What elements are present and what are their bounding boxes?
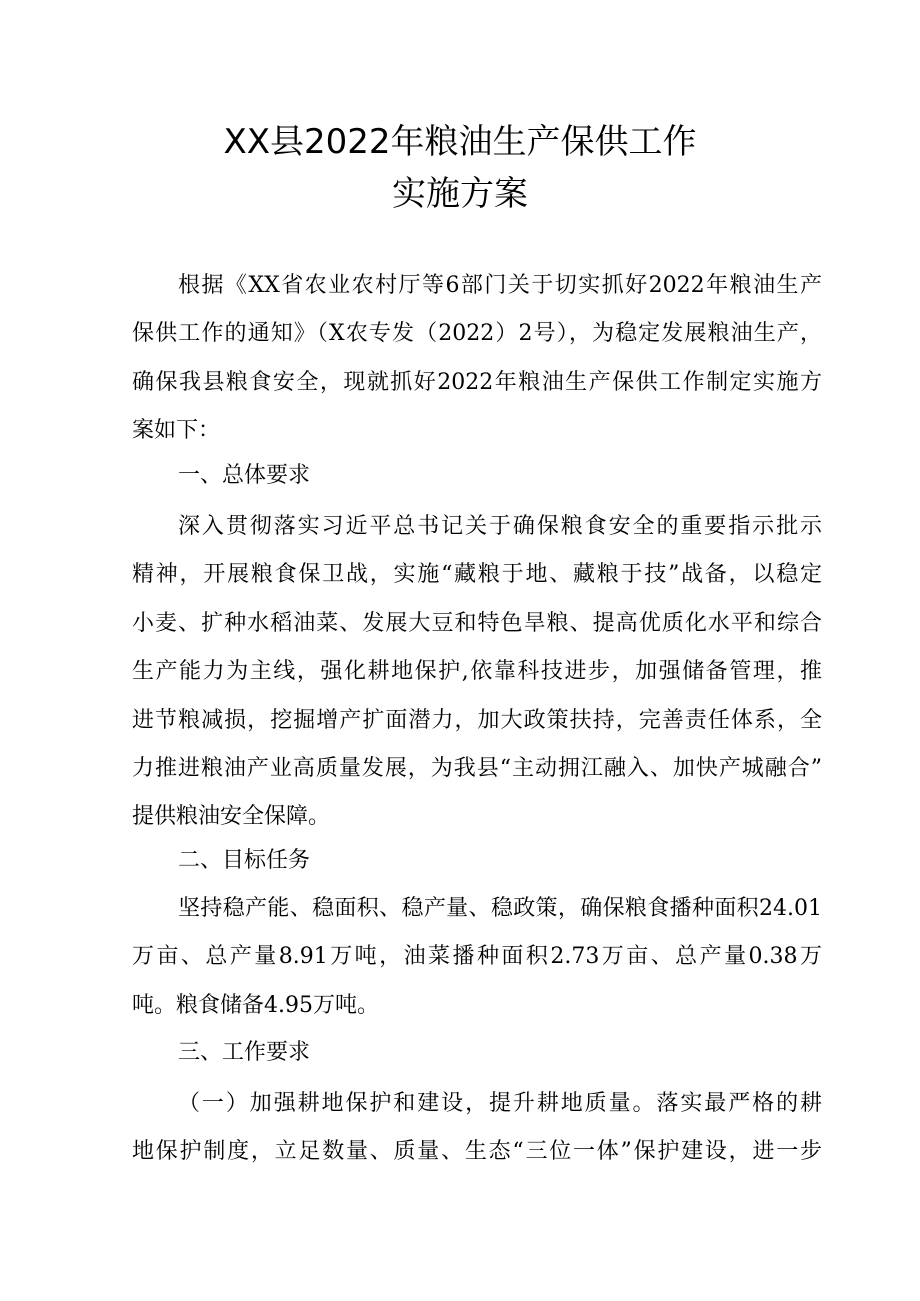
section-1-paragraph xyxy=(132,503,822,842)
section-2-paragraph xyxy=(132,885,822,1030)
section-3-paragraph xyxy=(132,1080,822,1177)
section-heading-2: 二、目标任务 xyxy=(178,848,311,873)
paragraph-line: 万亩、总产量8.91万吨，油菜播种面积2.73万亩、总产量0.38万 xyxy=(132,944,822,970)
paragraph-line: 生产能力为主线，强化耕地保护,依靠科技进步，加强储备管理，推 xyxy=(132,659,822,685)
paragraph-line: 小麦、扩种水稻油菜、发展大豆和特色旱粮、提高优质化水平和综合 xyxy=(132,610,822,636)
paragraph-line: 深入贯彻落实习近平总书记关于确保粮食安全的重要指示批示 xyxy=(178,514,822,539)
paragraph-line: 确保我县粮食安全，现就抓好2022年粮油生产保供工作制定实施方 xyxy=(132,369,822,395)
paragraph-line: 吨。粮食储备4.95万吨。 xyxy=(132,992,379,1018)
section-heading-3: 三、工作要求 xyxy=(178,1040,311,1065)
document-title-line-2: 实施方案 xyxy=(392,174,528,214)
paragraph-line: 保供工作的通知》（X农专发（2022）2号），为稳定发展粮油生产， xyxy=(132,321,822,347)
paragraph-line: 力推进粮油产业高质量发展，为我县“主动拥江融入、加快产城融合” xyxy=(132,756,822,782)
paragraph-line: 进节粮减损，挖掘增产扩面潜力，加大政策扶持，完善责任体系，全 xyxy=(132,707,822,733)
paragraph-line: 根据《XX省农业农村厅等6部门关于切实抓好2022年粮油生产 xyxy=(178,273,822,298)
document-title-line-1: XX县2022年粮油生产保供工作 xyxy=(223,122,697,162)
intro-paragraph xyxy=(132,262,822,456)
paragraph-line: 提供粮油安全保障。 xyxy=(132,804,331,830)
paragraph-line: 案如下： xyxy=(132,418,221,444)
paragraph-line: 精神，开展粮食保卫战，实施“藏粮于地、藏粮于技”战备，以稳定 xyxy=(132,562,822,588)
paragraph-line: 地保护制度，立足数量、质量、生态“三位一体”保护建设，进一步 xyxy=(132,1139,822,1165)
paragraph-line: （一）加强耕地保护和建设，提升耕地质量。落实最严格的耕 xyxy=(178,1091,822,1116)
section-heading-1: 一、总体要求 xyxy=(178,463,311,488)
paragraph-line: 坚持稳产能、稳面积、稳产量、稳政策，确保粮食播种面积24.01 xyxy=(178,896,822,921)
